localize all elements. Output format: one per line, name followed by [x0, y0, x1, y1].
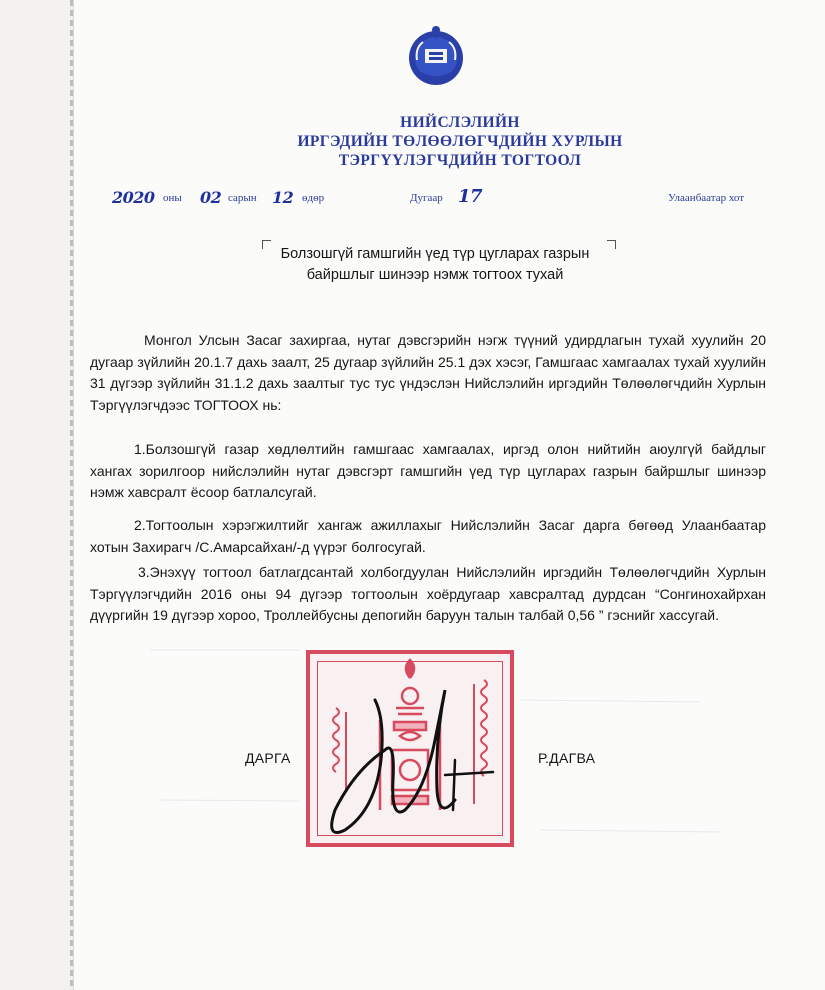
date-month: 02 [200, 188, 222, 207]
date-year-label: оны [163, 192, 182, 204]
document-meta-line [0, 185, 825, 209]
resolution-item-3 [90, 562, 766, 627]
state-emblem-icon [405, 20, 467, 90]
preamble-text: Монгол Улсын Засаг захиргаа, нутаг дэвсгэрийн нэгж түүний удирдлагын тухай хуулийн 20 дугаар зүйлийн 20.1.7 дахь заалт, 25 дугаар зүйлийн 25.1 дэх хэсэг, Гамшгаас хамгаалах тухай хуулийн 31 дүгээр зүйлийн 31.1.2 дахь заалтыг тус тус үндэслэн Нийслэлийн иргэдийн Төлөөлөгчдийн Хурлын Тэргүүлэгчдээс ТОГТООХ нь: [90, 332, 766, 413]
preamble-paragraph [90, 330, 766, 416]
document-city: Улаанбаатар хот [668, 192, 745, 204]
date-year: 2020 [112, 188, 155, 207]
issuer-title-line-2: ИРГЭДИЙН ТӨЛӨӨЛӨГЧДИЙН ХУРЛЫН [297, 133, 623, 150]
document-number: 17 [458, 186, 483, 207]
handwritten-signature [315, 680, 515, 850]
document-number-label: Дугаар [410, 192, 443, 204]
issuer-title-line-3: ТЭРГҮҮЛЭГЧДИЙН ТОГТООЛ [338, 152, 582, 169]
date-month-label: сарын [228, 192, 257, 204]
resolution-item-2 [90, 515, 766, 558]
signer-name: Р.ДАГВА [538, 750, 596, 766]
resolution-item-1 [90, 439, 766, 504]
date-day: 12 [272, 188, 294, 207]
subject-line-2: байршлыг шинээр нэмж тогтоох тухай [306, 267, 564, 283]
date-day-label: өдөр [302, 192, 325, 204]
issuer-title-line-1: НИЙСЛЭЛИЙН [400, 114, 520, 131]
item-1-text: 1.Болзошгүй газар хөдлөлтийн гамшгаас хамгаалах, иргэд олон нийтийн аюулгүй байдлыг хангах зорилгоор нийслэлийн нутаг дэвсгэрт гамшгийн үед түр цугларах газрын байршлыг шинээр нэмж хавсралт ёсоор батлалсугай. [90, 441, 766, 500]
document-subject [255, 244, 615, 286]
item-3-text: 3.Энэхүү тогтоол батлагдсантай холбогдуулан Нийслэлийн иргэдийн Төлөөлөгчдийн Хурлын Тэргүүлэгчдийн 2016 оны 94 дүгээр тогтоолын хоёрдугаар хавсралтад дурдсан “Сонгинохайрхан дүүргийн 19 дүгээр хороо, Троллейбусны депогийн баруун талын талбай 0,56 ” гэснийг хассугай. [90, 564, 766, 623]
subject-line-1: Болзошгүй гамшгийн үед түр цугларах газрын [280, 246, 590, 262]
signer-title: ДАРГА [245, 750, 291, 766]
scan-binding-edge [70, 0, 73, 990]
item-2-text: 2.Тогтоолын хэрэгжилтийг хангаж ажиллахыг Нийслэлийн Засаг дарга бөгөөд Улаанбаатар хотын Захирагч /С.Амарсайхан/-д үүрэг болгосугай. [90, 517, 766, 555]
